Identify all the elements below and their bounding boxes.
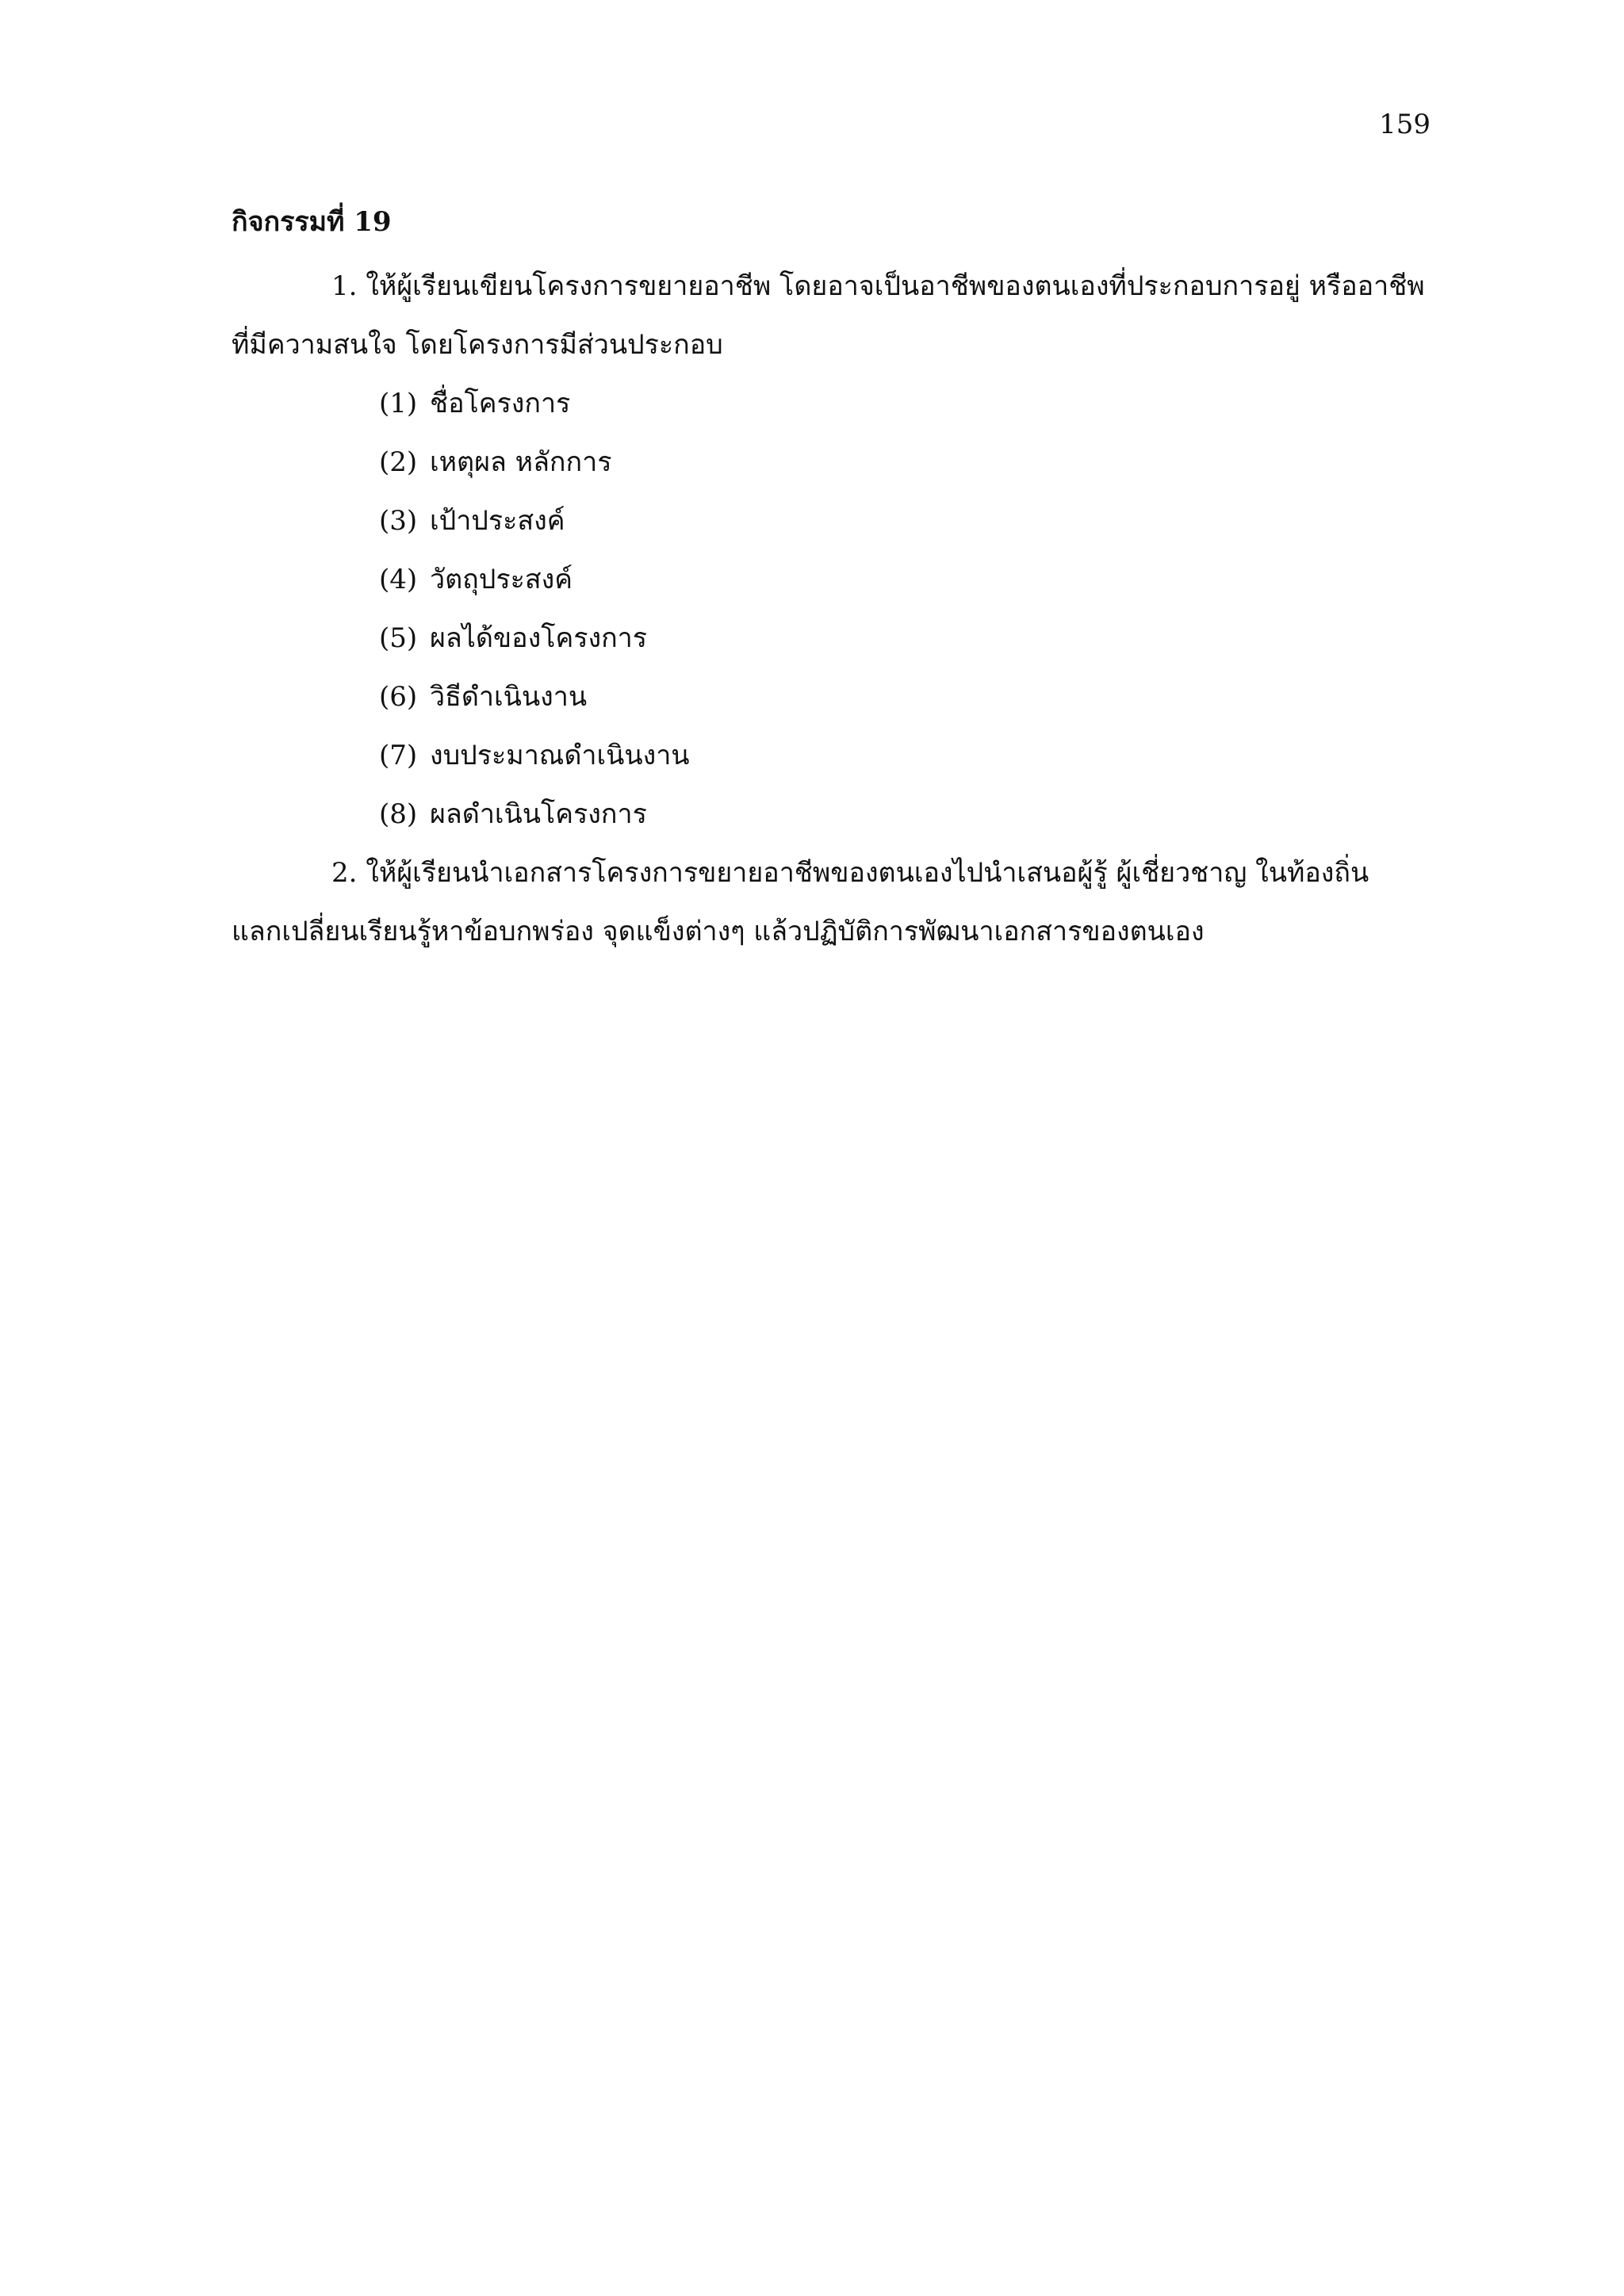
instruction-1-line-2: ที่มีความสนใจ โดยโครงการมีส่วนประกอบ <box>232 329 723 361</box>
list-item-text: ชื่อโครงการ <box>430 388 571 419</box>
list-item-number: (2) <box>379 446 418 478</box>
list-item <box>379 785 1437 844</box>
list-item-number: (6) <box>379 681 418 713</box>
instruction-1-line-1: 1. ให้ผู้เรียนเขียนโครงการขยายอาชีพ โดยอาจเป็นอาชีพของตนเองที่ประกอบการอยู่ หรืออาชีพ <box>331 270 1425 302</box>
list-item-text: ผลดำเนินโครงการ <box>430 798 647 830</box>
instruction-paragraph-2 <box>232 844 1437 961</box>
page-number: 159 <box>1379 109 1431 140</box>
list-item <box>379 550 1437 609</box>
list-item-number: (4) <box>379 564 418 595</box>
project-components-list <box>232 374 1437 844</box>
list-item-number: (3) <box>379 505 418 537</box>
activity-title: กิจกรรมที่ 19 <box>232 206 392 238</box>
list-item <box>379 492 1437 550</box>
list-item-number: (5) <box>379 622 418 654</box>
list-item-text: วิธีดำเนินงาน <box>430 681 588 713</box>
list-item-number: (8) <box>379 798 418 830</box>
page-content <box>232 200 1437 961</box>
list-item-text: เหตุผล หลักการ <box>430 446 612 478</box>
list-item-text: วัตถุประสงค์ <box>430 564 573 595</box>
list-item-text: เป้าประสงค์ <box>430 505 565 537</box>
list-item <box>379 609 1437 668</box>
instruction-2-line-2: แลกเปลี่ยนเรียนรู้หาข้อบกพร่อง จุดแข็งต่างๆ แล้วปฏิบัติการพัฒนาเอกสารของตนเอง <box>232 916 1205 947</box>
list-item-number: (1) <box>379 388 418 419</box>
list-item <box>379 668 1437 726</box>
list-item <box>379 433 1437 492</box>
list-item-text: ผลได้ของโครงการ <box>430 622 648 654</box>
list-item <box>379 726 1437 785</box>
list-item-text: งบประมาณดำเนินงาน <box>430 740 690 771</box>
instruction-2-line-1: 2. ให้ผู้เรียนนำเอกสารโครงการขยายอาชีพของตนเองไปนำเสนอผู้รู้ ผู้เชี่ยวชาญ ในท้องถิ่น <box>331 857 1369 889</box>
list-item <box>379 374 1437 433</box>
instruction-paragraph-1 <box>232 257 1437 374</box>
list-item-number: (7) <box>379 740 418 771</box>
